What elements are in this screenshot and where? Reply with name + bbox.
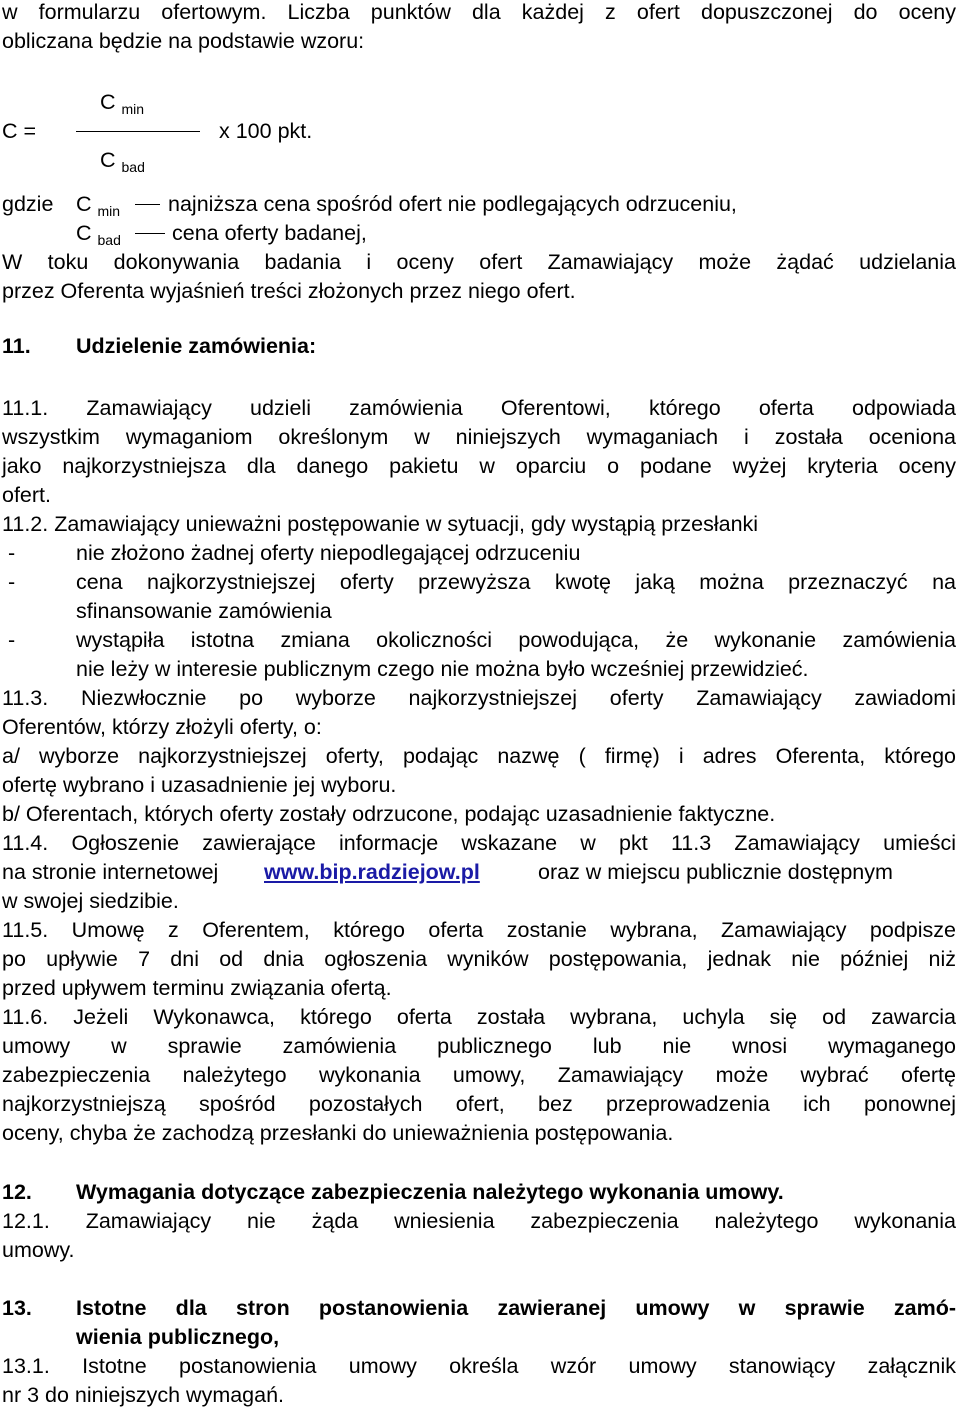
legend-min-symbol: [76, 190, 120, 219]
section-13-title-line: wienia publicznego,: [76, 1325, 280, 1349]
s11-4-line-3: w swojej siedzibie.: [2, 889, 179, 913]
formula-denominator: [100, 146, 145, 175]
legend-min-text: najniższa cena spośród ofert nie podlegających odrzuceniu,: [168, 192, 737, 216]
s11-3-b-line: b/ Oferentach, których oferty zostały odrzucone, podając uzasadnienie faktyczne.: [2, 802, 776, 826]
legend-bad-c: C: [76, 221, 92, 245]
explain-line-1: W toku dokonywania badania i oceny ofert Zamawiający może żądać udzielania: [2, 250, 956, 274]
formula-denominator-sub: bad: [121, 159, 145, 175]
website-link[interactable]: www.bip.radziejow.pl: [264, 860, 480, 884]
s11-6-line: najkorzystniejszą spośród pozostałych ofert, bez przeprowadzenia ich ponownej: [2, 1092, 956, 1116]
legend-bad-sub: bad: [97, 232, 121, 248]
bullet-dash: -: [8, 570, 16, 594]
section-11-number: 11.: [2, 334, 31, 358]
legend-bad-text: cena oferty badanej,: [172, 221, 367, 245]
s11-3-line: Oferentów, którzy złożyli oferty, o:: [2, 715, 322, 739]
formula-numerator-sub: min: [121, 101, 145, 117]
section-12-number: 12.: [2, 1180, 32, 1204]
s11-2-item-3-line: nie leży w interesie publicznym czego nie można było wcześniej przewidzieć.: [76, 657, 809, 681]
s11-6-line: umowy w sprawie zamówienia publicznego lub nie wnosi wymaganego: [2, 1034, 956, 1058]
bullet-dash: -: [8, 628, 16, 652]
s11-4-line-1: 11.4. Ogłoszenie zawierające informacje wskazane w pkt 11.3 Zamawiający umieści: [2, 831, 956, 855]
s11-6-line: oceny, chyba że zachodzą przesłanki do unieważnienia postępowania.: [2, 1121, 674, 1145]
section-13-number: 13.: [2, 1296, 32, 1320]
section-13-title-line: Istotne dla stron postanowienia zawieranej umowy w sprawie zamó-: [76, 1296, 956, 1320]
bullet-dash: -: [8, 541, 16, 565]
s11-6-line: 11.6. Jeżeli Wykonawca, którego oferta została wybrana, uchyla się od zawarcia: [2, 1005, 956, 1029]
s11-2-item-2-line: sfinansowanie zamówienia: [76, 599, 332, 623]
formula-numerator: [100, 88, 144, 117]
legend-min-sub: min: [97, 203, 121, 219]
s11-3-a-line: ofertę wybrano i uzasadnienie jej wyboru.: [2, 773, 397, 797]
s11-5-line: 11.5. Umowę z Oferentem, którego oferta zostanie wybrana, Zamawiający podpisze: [2, 918, 956, 942]
explain-line-2: przez Oferenta wyjaśnień treści złożonych przez niego ofert.: [2, 279, 576, 303]
s11-2-intro: 11.2. Zamawiający unieważni postępowanie w sytuacji, gdy wystąpią przesłanki: [2, 512, 759, 536]
s11-1-line: jako najkorzystniejsza dla danego pakietu w oparciu o podane wyżej kryteria oceny: [2, 454, 956, 478]
s13-1-line: 13.1. Istotne postanowienia umowy określa wzór umowy stanowiący załącznik: [2, 1354, 956, 1378]
s11-4-line-2-before: na stronie internetowej: [2, 860, 219, 884]
formula-factor: x 100 pkt.: [219, 119, 313, 143]
s11-1-line: ofert.: [2, 483, 51, 507]
formula-numerator-c: C: [100, 90, 116, 114]
s11-5-line: po upływie 7 dni od dnia ogłoszenia wyników postępowania, jednak nie później niż: [2, 947, 956, 971]
s12-1-line: umowy.: [2, 1238, 75, 1262]
s11-2-item-2-line: cena najkorzystniejszej oferty przewyższa kwotę jaką można przeznaczyć na: [76, 570, 956, 594]
s12-1-line: 12.1. Zamawiający nie żąda wniesienia zabezpieczenia należytego wykonania: [2, 1209, 956, 1233]
intro-line-2: obliczana będzie na podstawie wzoru:: [2, 29, 365, 53]
formula-lhs: C =: [2, 119, 37, 143]
fraction-bar: [76, 131, 200, 132]
legend-bad-symbol: [76, 219, 121, 248]
intro-line-1: w formularzu ofertowym. Liczba punktów dla każdej z ofert dopuszczonej do oceny: [2, 0, 956, 24]
legend-min-dash: [135, 204, 160, 205]
s11-5-line: przed upływem terminu związania ofertą.: [2, 976, 392, 1000]
s13-1-line: nr 3 do niniejszych wymagań.: [2, 1383, 285, 1407]
legend-min-c: C: [76, 192, 92, 216]
s11-6-line: zabezpieczenia należytego wykonania umowy, Zamawiający może wybrać ofertę: [2, 1063, 956, 1087]
s11-1-line: wszystkim wymaganiom określonym w niniejszych wymaganiach i została oceniona: [2, 425, 956, 449]
section-12-title: Wymagania dotyczące zabezpieczenia należytego wykonania umowy.: [76, 1180, 784, 1204]
s11-1-line: 11.1. Zamawiający udzieli zamówienia Oferentowi, którego oferta odpowiada: [2, 396, 956, 420]
s11-3-a-line: a/ wyborze najkorzystniejszej oferty, podając nazwę ( firmę) i adres Oferenta, którego: [2, 744, 956, 768]
s11-3-line: 11.3. Niezwłocznie po wyborze najkorzystniejszej oferty Zamawiający zawiadomi: [2, 686, 956, 710]
formula-denominator-c: C: [100, 148, 116, 172]
s11-4-line-2-after: oraz w miejscu publicznie dostępnym: [538, 860, 893, 884]
legend-gdzie: gdzie: [2, 192, 54, 216]
section-11-title: Udzielenie zamówienia:: [76, 334, 317, 358]
s11-2-item-3-line: wystąpiła istotna zmiana okoliczności powodująca, że wykonanie zamówienia: [76, 628, 956, 652]
legend-bad-dash: [135, 233, 165, 234]
s11-2-item-1: nie złożono żadnej oferty niepodlegającej odrzuceniu: [76, 541, 581, 565]
